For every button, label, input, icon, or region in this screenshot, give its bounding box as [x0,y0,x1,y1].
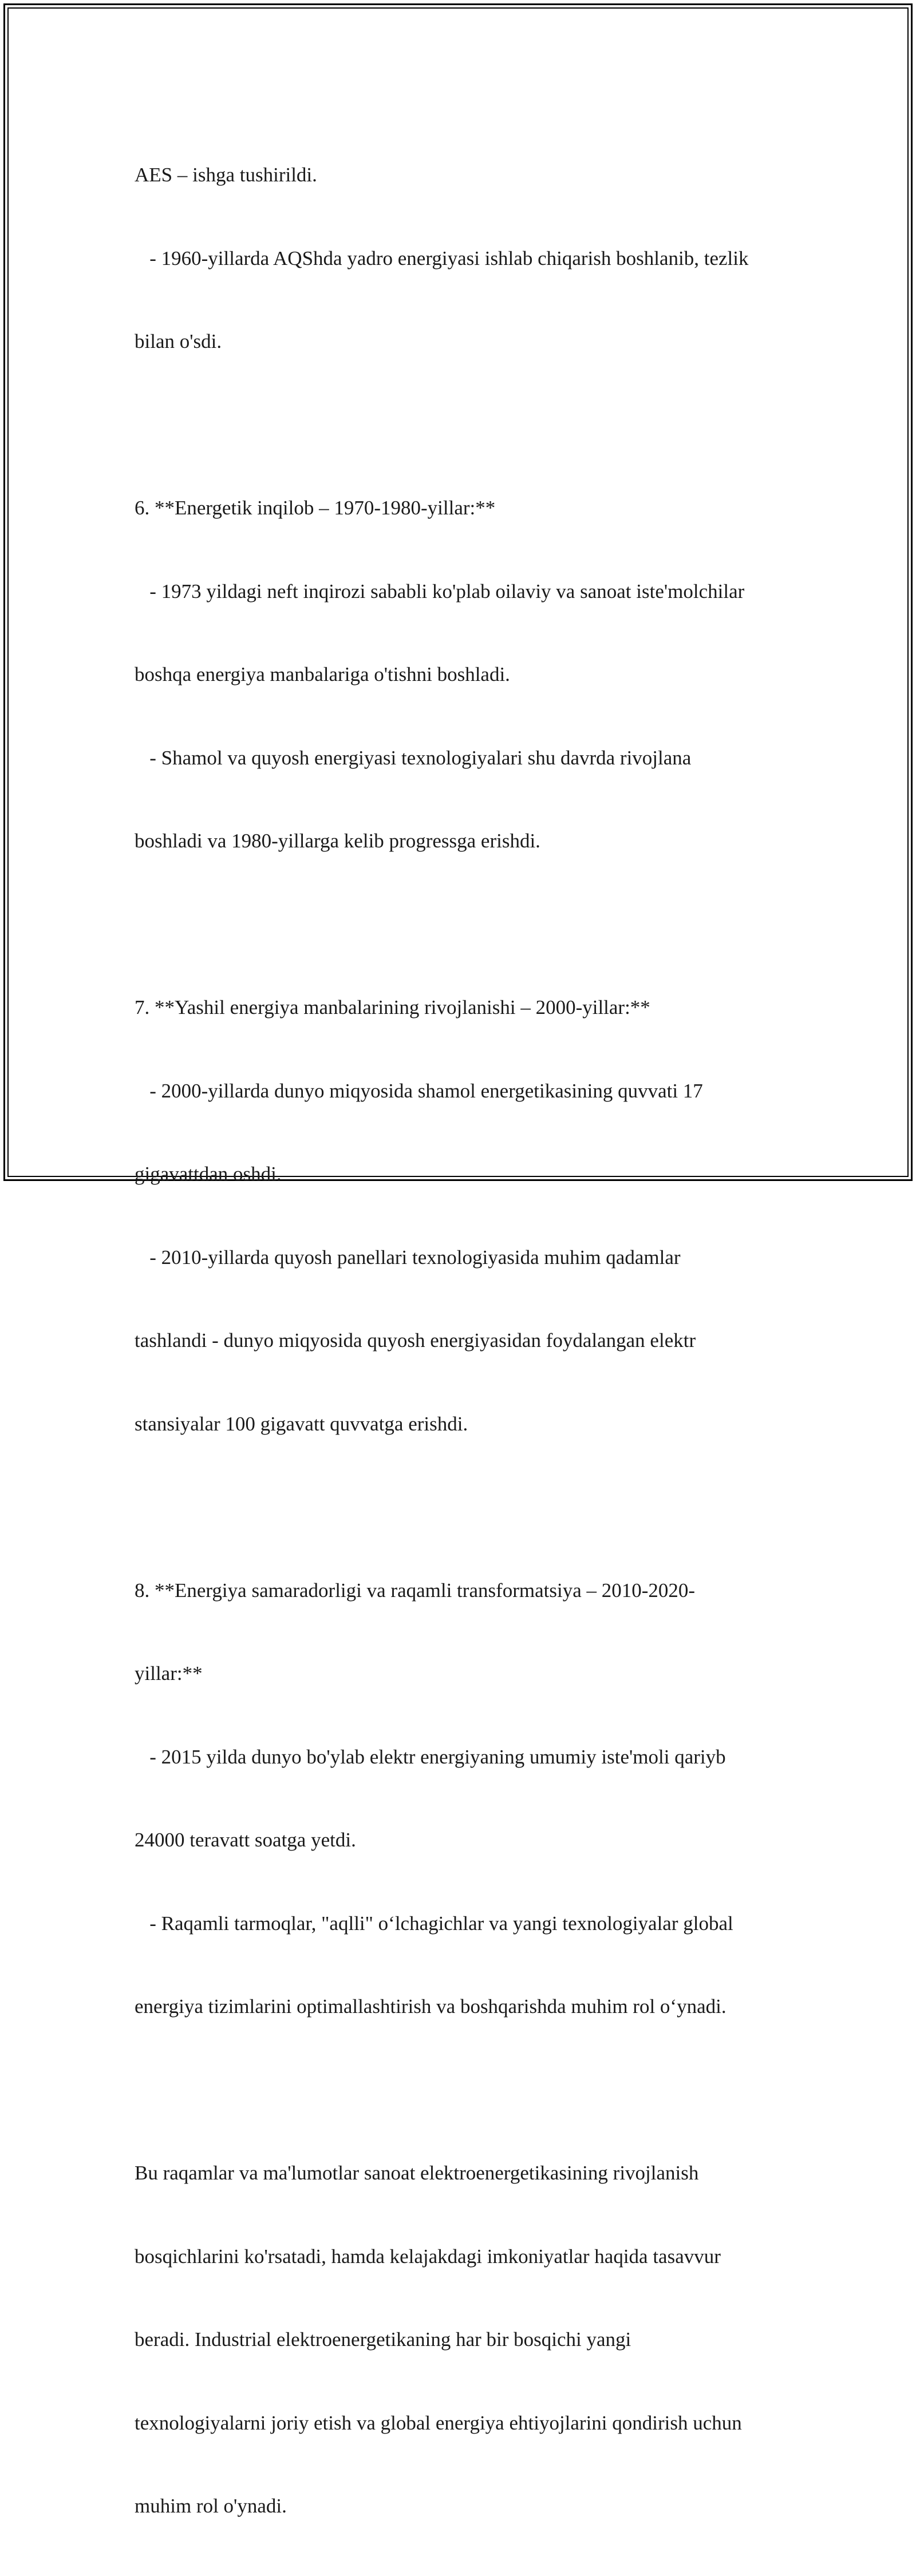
text-line: - Raqamli tarmoqlar, "aqlli" o‘lchagichlar va yangi texnologiyalar global [135,1912,733,1935]
section-heading: 7. **Yashil energiya manbalarining rivojlanishi – 2000-yillar:** [135,996,650,1018]
text-line: boshqa energiya manbalariga o'tishni boshladi. [135,663,510,685]
paragraph-gap [135,1493,781,1521]
paragraph-gap [135,411,781,439]
text-line: Bu raqamlar va ma'lumotlar sanoat elektroenergetikasining rivojlanish [135,2162,699,2184]
section-heading: 8. **Energiya samaradorligi va raqamli transformatsiya – 2010-2020- [135,1579,696,1602]
paragraph-section-6 [135,439,781,911]
text-line: - 2015 yilda dunyo bo'ylab elektr energiyaning umumiy iste'moli qariyb [135,1745,726,1768]
text-line: - 1973 yildagi neft inqirozi sababli ko'plab oilaviy va sanoat iste'molchilar [135,580,745,603]
text-line: gigavattdan oshdi. [135,1163,282,1185]
text-line: bosqichlarini ko'rsatadi, hamda kelajakdagi imkoniyatlar haqida tasavvur [135,2245,721,2268]
text-line: beradi. Industrial elektroenergetikaning har bir bosqichi yangi [135,2328,631,2351]
paragraph-gap [135,2076,781,2105]
paragraph-section-7 [135,938,781,1493]
text-line: stansiyalar 100 gigavatt quvvatga erishdi. [135,1412,468,1435]
text-line: bilan o'sdi. [135,330,222,352]
section-heading-continued: yillar:** [135,1662,203,1685]
text-line: muhim rol o'ynadi. [135,2495,287,2517]
paragraph-gap [135,911,781,939]
paragraph-aes-1960s [135,106,781,411]
text-line: energiya tizimlarini optimallashtirish va boshqarishda muhim rol o‘ynadi. [135,1995,727,2018]
text-line: - 2000-yillarda dunyo miqyosida shamol energetikasining quvvati 17 [135,1079,703,1102]
text-line: tashlandi - dunyo miqyosida quyosh energiyasidan foydalangan elektr [135,1329,696,1352]
paragraph-conclusion [135,2104,781,2576]
document-body [135,106,781,2576]
text-line: 24000 teravatt soatga yetdi. [135,1829,356,1851]
text-line: - 2010-yillarda quyosh panellari texnologiyasida muhim qadamlar [135,1246,681,1269]
text-line: - Shamol va quyosh energiyasi texnologiyalari shu davrda rivojlana [135,746,692,769]
section-heading: 6. **Energetik inqilob – 1970-1980-yillar:** [135,497,496,519]
text-line: - 1960-yillarda AQShda yadro energiyasi ishlab chiqarish boshlanib, tezlik [135,247,749,270]
text-line: AES – ishga tushirildi. [135,164,317,186]
text-line: boshladi va 1980-yillarga kelib progressga erishdi. [135,830,540,852]
text-line: texnologiyalarni joriy etish va global energiya ehtiyojlarini qondirish uchun [135,2411,742,2434]
paragraph-section-8 [135,1521,781,2076]
